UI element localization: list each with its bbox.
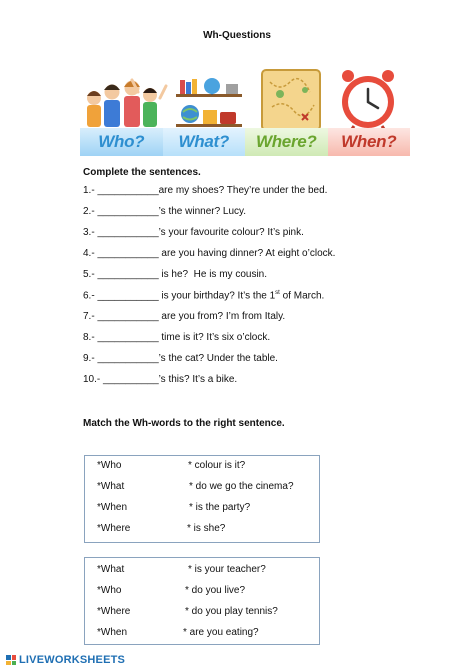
match-sentence: * is your teacher? <box>188 564 266 575</box>
wh-word: *What <box>97 564 125 575</box>
match-sentence: * are you eating? <box>183 627 259 638</box>
question-item: 3.- ___________’s your favourite colour? It’s pink. <box>83 227 304 238</box>
question-item: 10.- __________’s this? It’s a bike. <box>83 374 238 385</box>
match-sentence: * is she? <box>187 523 226 534</box>
shelf-illustration <box>176 78 242 127</box>
match-sentence: * colour is it? <box>188 460 246 471</box>
section-heading-complete: Complete the sentences. <box>83 167 201 178</box>
question-item: 5.- ___________ is he? He is my cousin. <box>83 269 267 280</box>
footer-logo[interactable] <box>6 654 125 666</box>
ordinal-suffix: st <box>275 290 280 296</box>
section-heading-match: Match the Wh-words to the right sentence. <box>83 418 285 429</box>
footer-brand-text: LIVEWORKSHEETS <box>19 654 126 666</box>
banner-word-when: When? <box>328 128 411 156</box>
question-text: 6.- ___________ is your birthday? It’s the 1 <box>83 290 276 302</box>
wh-word: *What <box>97 481 125 492</box>
match-sentence: * is the party? <box>189 502 251 513</box>
question-item <box>83 290 324 301</box>
wh-word: *When <box>97 502 128 513</box>
question-item: 1.- ___________are my shoes? They’re under the bed. <box>83 185 328 196</box>
banner-word-what: What? <box>163 128 246 156</box>
match-sentence: * do you live? <box>185 585 246 596</box>
banner-word-who: Who? <box>80 128 163 156</box>
question-item: 4.- ___________ are you having dinner? At eight o’clock. <box>83 248 336 259</box>
match-sentence: * do you play tennis? <box>185 606 278 617</box>
question-item: 2.- ___________’s the winner? Lucy. <box>83 206 247 217</box>
liveworksheets-logo-icon <box>6 655 16 665</box>
wh-word: *When <box>97 627 128 638</box>
match-box-2 <box>84 557 320 645</box>
wh-word: *Who <box>97 585 122 596</box>
question-item: 8.- ___________ time is it? It’s six o’clock. <box>83 332 271 343</box>
question-item: 9.- ___________’s the cat? Under the table. <box>83 353 278 364</box>
kids-illustration <box>87 80 166 127</box>
map-illustration <box>262 70 320 130</box>
wh-word: *Who <box>97 460 122 471</box>
match-box-1 <box>84 455 320 543</box>
wh-word: *Where <box>97 606 131 617</box>
clock-illustration <box>342 70 394 132</box>
wh-words-banner <box>80 128 410 156</box>
question-text-tail: of March. <box>279 290 325 302</box>
wh-word: *Where <box>97 523 131 534</box>
match-sentence: * do we go the cinema? <box>189 481 294 492</box>
banner-word-where: Where? <box>245 128 328 156</box>
page-title: Wh-Questions <box>203 30 271 41</box>
question-item: 7.- ___________ are you from? I’m from Italy. <box>83 311 286 322</box>
